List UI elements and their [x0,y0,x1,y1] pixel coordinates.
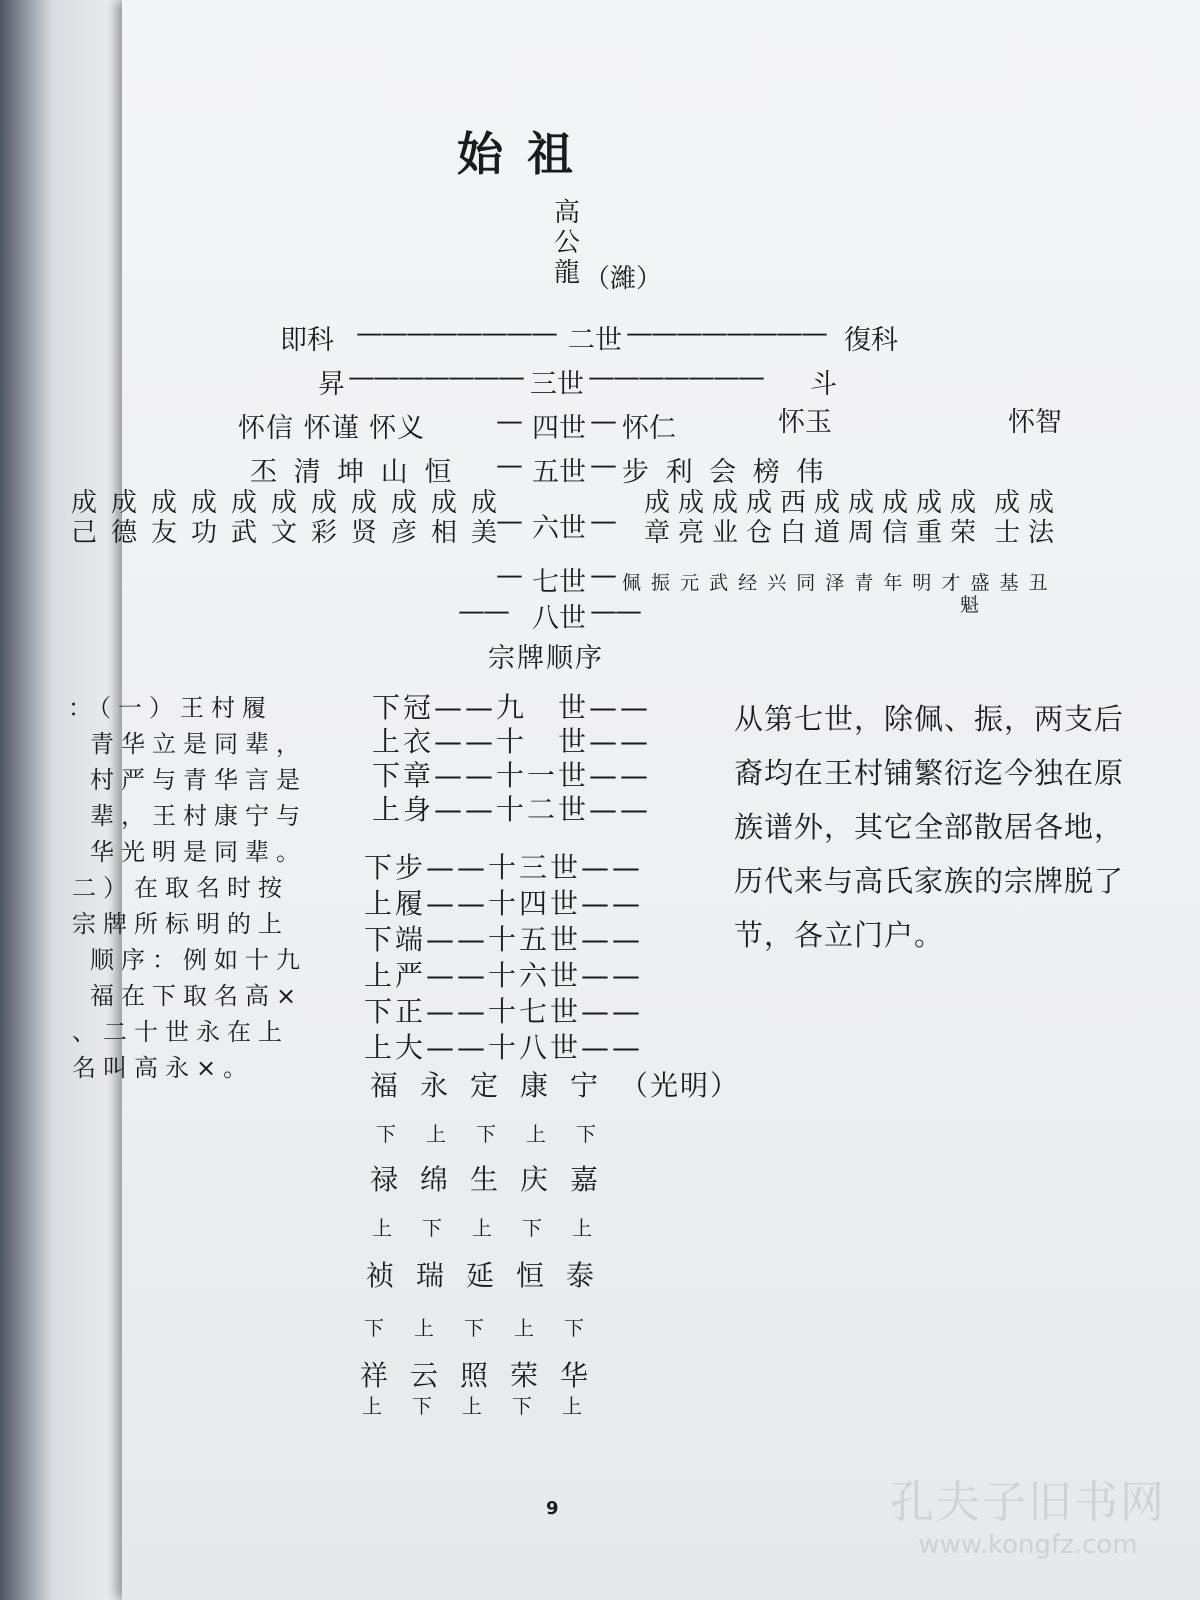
order-gen: 十四世 [488,887,582,920]
gen6-left-col-4 [224,488,264,548]
gen6-right-col-11 [1024,488,1058,548]
gen5-label: 五世 [532,457,586,488]
gen6-right-bottom-2: 业 [711,518,738,548]
order-list-lower [364,846,643,1062]
order-char: 上衣 [372,725,435,758]
gen5-right: 步 利 会 榜 伟 [622,457,828,488]
gen6-left-top-8: 成 [390,488,417,518]
gen6-left-top-2: 成 [150,488,177,518]
notes-column [68,688,307,1084]
gen6-left-top-5: 成 [270,488,297,518]
side-paragraph: 从第七世，除佩、振，两支后裔均在王村铺繁衍迄今独在原族谱外，其它全部散居各地，历代来与高氏家族的宗牌脱了节，各立门户。 [734,702,1125,952]
gen-marks-row-3: 下上下上下 [364,1316,614,1340]
gen6-right-col-0 [640,488,674,548]
gen4-label: 四世 [532,413,586,444]
gen6-left-top-1: 成 [110,488,137,518]
gen-chars-row-2: 禄绵生庆嘉 [370,1163,621,1196]
gen3-dash-right: ——————— [588,362,763,393]
gen6-left-top-10: 成 [470,488,497,518]
order-char: 下冠 [372,691,435,724]
order-gen: 十二世 [496,793,590,826]
note-line: 华光明是同辈。 [90,838,307,866]
gen6-right-top-11: 成 [1027,488,1054,518]
gen6-right-col-8 [912,488,946,548]
founder-honor: 公 [553,228,580,258]
order-char: 下正 [364,995,427,1028]
book-page [68,0,1200,1600]
order-gen: 十 世 [496,725,590,758]
note-line: 福在下取名高× [90,982,304,1010]
gen6-left-col-2 [144,488,184,548]
gen4-right-1: 怀仁 [622,413,676,444]
gen6-left-bottom-9: 相 [430,518,457,548]
gen6-right-col-10 [990,488,1024,548]
gen6-right-col-6 [844,488,878,548]
gen4-left: 怀信 怀谨 怀义 [238,413,426,444]
gen6-right-top-2: 成 [711,488,738,518]
gen6-left-bottom-7: 贤 [350,518,377,548]
gen7-names: 佩 振 元 武 经 兴 同 泽 青 年 明 才 盛 基 丑 [622,572,1050,594]
gen6-left-names [64,488,504,548]
gen6-right-bottom-1: 亮 [677,518,704,548]
note-line: 宗牌所标明的上 [72,910,289,938]
gen6-left-top-6: 成 [310,488,337,518]
gen6-right-bottom-0: 章 [643,518,670,548]
gen8-label: 八世 [532,603,586,634]
gen6-right-bottom-3: 仓 [745,518,772,548]
gen8-dash-left: —— [458,596,508,627]
section-title: 宗牌顺序 [488,643,604,674]
gen-chars-row-4: 祥云照荣华 [360,1359,611,1392]
gen6-right-top-6: 成 [847,488,874,518]
gen6-right-bottom-7: 信 [881,518,908,548]
gen6-right-col-7 [878,488,912,548]
gen-chars: 福永定康宁 [370,1069,621,1102]
gen-chars-row-1 [370,1064,740,1104]
gen6-right-bottom-8: 重 [915,518,942,548]
gen6-left-bottom-6: 彩 [310,518,337,548]
gen6-right-top-10: 成 [993,488,1020,518]
note-line: 二）在取名时按 [72,874,289,902]
order-row: 下步——十三世—— [364,851,644,884]
gen6-left-col-8 [384,488,424,548]
gen6-right-col-5 [810,488,844,548]
order-row: 下冠——九 世—— [372,691,652,724]
founder-given-name: 龍 [553,258,580,288]
order-gen: 十六世 [488,959,582,992]
gen6-left-bottom-1: 德 [110,518,137,548]
gen6-left-col-0 [64,488,104,548]
gen6-left-bottom-5: 文 [270,518,297,548]
gen6-left-col-7 [344,488,384,548]
gen-chars-suffix: （光明） [620,1069,741,1102]
order-char: 下步 [364,851,427,884]
gen6-left-col-1 [104,488,144,548]
order-gen: 十七世 [488,995,582,1028]
order-row: 下端——十五世—— [364,923,644,956]
gen6-dash-left: — [496,506,523,537]
gen6-right-bottom-9: 荣 [949,518,976,548]
gen2-dash-right: ———————— [626,318,826,349]
gen6-right-col-9 [946,488,980,548]
gen-chars-row-3: 祯瑞延恒泰 [366,1259,617,1292]
gen6-left-top-3: 成 [190,488,217,518]
gen6-right-top-7: 成 [881,488,908,518]
gen3-dash-left: ——————— [348,362,523,393]
gen6-right-top-5: 成 [813,488,840,518]
gen6-right-top-8: 成 [915,488,942,518]
order-gen: 十八世 [488,1031,582,1064]
page-title: 始 祖 [457,127,578,181]
gen6-left-col-6 [304,488,344,548]
note-line: 、二十世永在上 [72,1018,289,1046]
gen6-right-top-1: 成 [677,488,704,518]
founder-name [552,198,582,288]
gen4-dash-left: — [496,406,523,437]
gen7-dash-left: — [496,560,523,591]
gen6-right-top-3: 成 [745,488,772,518]
gen-marks-row-1: 下上下上下 [376,1122,626,1146]
note-line: 辈，王村康宁与 [90,802,307,830]
gen6-right-bottom-4: 白 [779,518,806,548]
gen3-left: 昇 [318,369,345,400]
gen7-dash-right: — [590,560,617,591]
gen6-right-bottom-11: 法 [1027,518,1054,548]
gen6-dash-right: — [590,506,617,537]
gen6-left-col-5 [264,488,304,548]
order-row: 上身——十二世—— [372,793,652,826]
order-char: 上履 [364,887,427,920]
gen4-right-3: 怀智 [1008,407,1062,438]
gen6-left-bottom-10: 美 [470,518,497,548]
gen6-left-top-4: 成 [230,488,257,518]
note-line: 村严与青华言是 [90,766,307,794]
gen-marks-row-2: 上下上下上 [372,1216,622,1240]
gen6-right-bottom-10: 士 [993,518,1020,548]
order-row: 下章——十一世—— [372,759,652,792]
gen5-left: 丕 清 坤 山 恒 [250,457,456,488]
gen4-right-2: 怀玉 [778,407,832,438]
gen6-right-col-2 [708,488,742,548]
page-number: 9 [546,1498,559,1519]
order-gen: 十三世 [488,851,582,884]
gen7-extra: 魁 [960,594,980,616]
order-row: 下正——十七世—— [364,995,644,1028]
gen6-label: 六世 [532,513,586,544]
gen2-right: 復科 [844,325,898,356]
note-line: 名叫高永×。 [72,1054,255,1082]
order-char: 下章 [372,759,435,792]
order-row: 上履——十四世—— [364,887,644,920]
gen8-dash-right: —— [590,596,640,627]
gen6-right-names [640,488,1058,548]
gen6-right-bottom-5: 道 [813,518,840,548]
gen6-left-bottom-3: 功 [190,518,217,548]
gen3-label: 三世 [530,369,584,400]
order-gen: 十一世 [496,759,590,792]
gen6-left-bottom-4: 武 [230,518,257,548]
gen6-left-top-7: 成 [350,488,377,518]
order-row: 上衣——十 世—— [372,725,652,758]
gen-marks-row-4: 上下上下上 [362,1394,612,1418]
note-line: 顺序：例如十九 [90,946,307,974]
gen4-dash-right: — [590,406,617,437]
order-gen: 十五世 [488,923,582,956]
gen6-left-top-0: 成 [70,488,97,518]
note-line: 青华立是同辈， [90,730,307,758]
watermark-name: 孔夫子旧书网 [890,1477,1166,1528]
gen6-right-col-3 [742,488,776,548]
gen6-left-bottom-8: 彦 [390,518,417,548]
gen2-dash-left: ———————— [356,318,556,349]
gen6-left-bottom-2: 友 [150,518,177,548]
order-char: 上严 [364,959,427,992]
order-row: 上大——十八世—— [364,1031,644,1064]
gen7-label: 七世 [532,567,586,598]
gen5-dash-right: — [590,450,617,481]
gen2-left: 即科 [280,325,334,356]
gen6-right-top-0: 成 [643,488,670,518]
note-line: ：（一）王村履 [68,694,273,722]
gen6-right-col-4 [776,488,810,548]
gen5-dash-left: — [496,450,523,481]
gen6-left-col-9 [424,488,464,548]
gen6-left-top-9: 成 [430,488,457,518]
gen6-right-col-1 [674,488,708,548]
watermark-url: www.kongfz.com [918,1530,1138,1560]
gen2-label: 二世 [568,325,622,356]
order-gen: 九 世 [496,691,590,724]
order-char: 下端 [364,923,427,956]
order-list-upper [372,686,652,826]
order-row: 上严——十六世—— [364,959,644,992]
gen3-right: 斗 [810,369,837,400]
gen6-right-top-9: 成 [949,488,976,518]
watermark [890,1466,1166,1560]
gen6-left-col-3 [184,488,224,548]
gen6-right-top-4: 西 [779,488,806,518]
order-char: 上大 [364,1031,427,1064]
gen6-right-bottom-6: 周 [847,518,874,548]
gen6-left-bottom-0: 己 [70,518,97,548]
founder-alt: （濰） [584,264,663,294]
founder-surname: 高 [553,198,580,228]
order-char: 上身 [372,793,435,826]
